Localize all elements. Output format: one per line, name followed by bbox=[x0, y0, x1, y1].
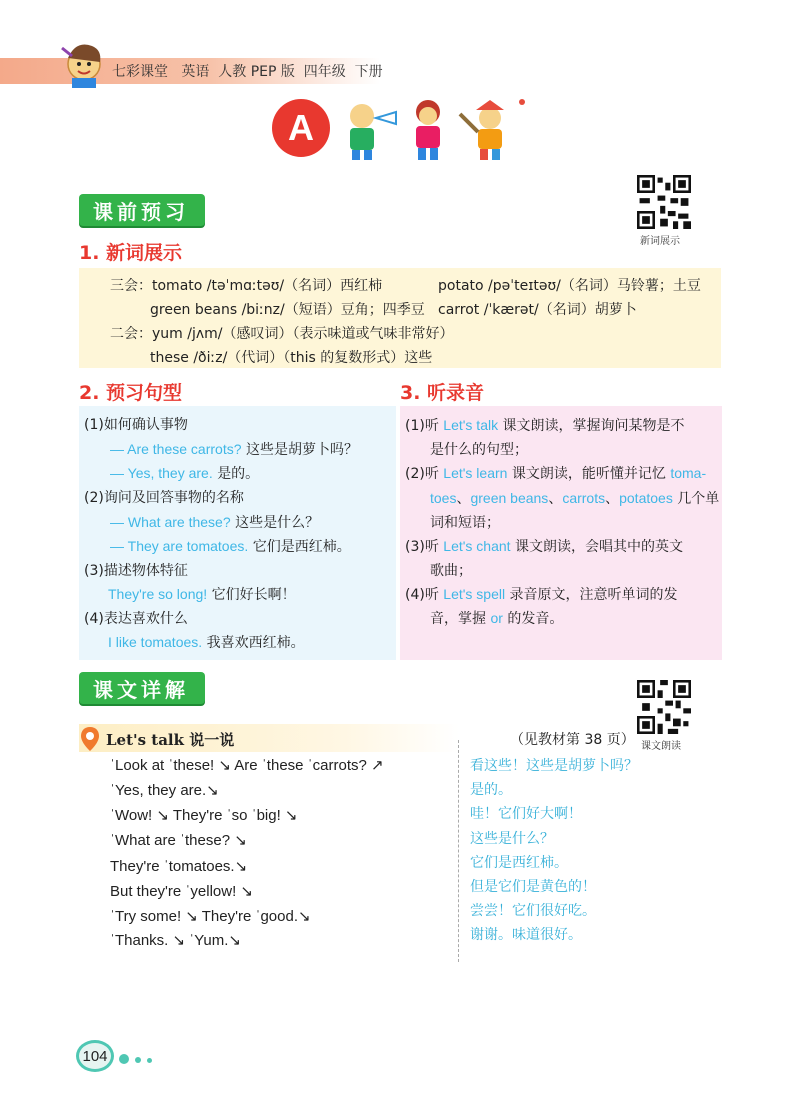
dialogue-english-line: ˈThanks. ↘ ˈYum.↘ bbox=[110, 932, 242, 949]
textbook-page-ref: （见教材第 38 页） bbox=[510, 732, 635, 748]
sentence-example bbox=[110, 512, 319, 532]
page-dot bbox=[147, 1058, 152, 1063]
sentence-label: (3)描述物体特征 bbox=[84, 563, 188, 579]
sentence-chinese: 是的。 bbox=[217, 466, 260, 482]
page-dot bbox=[119, 1054, 129, 1064]
header-title: 七彩课堂 英语 人教 PEP 版 四年级 下册 bbox=[112, 64, 383, 80]
vocab-line: these /ðiːz/（代词）（this 的复数形式）这些 bbox=[150, 350, 433, 366]
listen-line: 是什么的句型； bbox=[430, 442, 528, 458]
section-tag-preview: 课前预习 bbox=[79, 194, 205, 226]
sentence-chinese: 这些是胡萝卜吗？ bbox=[245, 442, 358, 458]
qr-caption-text-reading: 课文朗读 bbox=[641, 741, 681, 752]
listen-line: toes、green beans、carrots、potatoes 几个单 bbox=[430, 490, 720, 507]
dialogue-chinese-line: 但是它们是黄色的！ bbox=[470, 879, 596, 895]
sentences-heading: 2. 预习句型 bbox=[79, 382, 183, 404]
vocab-line: 三会：tomato /təˈmɑːtəʊ/（名词）西红柿 bbox=[110, 278, 383, 294]
sentence-chinese: 我喜欢西红柿。 bbox=[206, 635, 305, 651]
qr-code-icon[interactable] bbox=[637, 175, 691, 229]
sentence-english: — What are these? bbox=[110, 514, 231, 530]
dialogue-english-line: ˈLook at ˈthese! ↘ Are ˈthese ˈcarrots? ↗ bbox=[110, 757, 384, 774]
listen-line: 歌曲； bbox=[430, 563, 472, 579]
listen-line: (1)听 Let's talk 课文朗读，掌握询问某物是不 bbox=[405, 417, 685, 434]
sentence-label: (4)表达喜欢什么 bbox=[84, 611, 188, 627]
mascot-icon bbox=[58, 38, 106, 88]
page-number: 104 bbox=[76, 1040, 114, 1072]
sentence-label: (1)如何确认事物 bbox=[84, 417, 188, 433]
page-dot bbox=[135, 1057, 141, 1063]
column-divider bbox=[458, 740, 459, 962]
dialogue-chinese-line: 尝尝！它们很好吃。 bbox=[470, 903, 596, 919]
qr-caption-new-words: 新词展示 bbox=[640, 236, 680, 247]
dialogue-english-line: They're ˈtomatoes.↘ bbox=[110, 858, 248, 875]
dialogue-english-line: ˈTry some! ↘ They're ˈgood.↘ bbox=[110, 908, 311, 925]
sentence-english: — They are tomatoes. bbox=[110, 538, 249, 554]
vocab-line: potato /pəˈteɪtəʊ/（名词）马铃薯；土豆 bbox=[438, 278, 701, 294]
dialogue-english-line: ˈYes, they are.↘ bbox=[110, 782, 219, 799]
vocab-line: carrot /ˈkærət/（名词）胡萝卜 bbox=[438, 302, 637, 318]
dialogue-chinese-line: 它们是西红柿。 bbox=[470, 855, 568, 871]
sentence-english: — Yes, they are. bbox=[110, 465, 213, 481]
listen-heading: 3. 听录音 bbox=[400, 382, 485, 404]
sentence-example bbox=[108, 584, 296, 604]
sentence-label: (2)询问及回答事物的名称 bbox=[84, 490, 244, 506]
listen-line: 音，掌握 or 的发音。 bbox=[430, 610, 564, 627]
dialogue-chinese-line: 是的。 bbox=[470, 782, 512, 798]
listen-line: (3)听 Let's chant 课文朗读，会唱其中的英文 bbox=[405, 538, 684, 555]
dialogue-chinese-line: 看这些！这些是胡萝卜吗？ bbox=[470, 758, 638, 774]
sentence-example bbox=[110, 536, 351, 556]
listen-line: (2)听 Let's learn 课文朗读，能听懂并记忆 toma- bbox=[405, 465, 707, 482]
unit-part-badge: A bbox=[272, 99, 330, 157]
vocab-heading: 1. 新词展示 bbox=[79, 242, 183, 264]
sentence-example bbox=[108, 632, 305, 652]
dialogue-chinese-line: 这些是什么？ bbox=[470, 831, 554, 847]
listen-line: 词和短语； bbox=[430, 515, 500, 531]
sentence-english: — Are these carrots? bbox=[110, 441, 242, 457]
sentence-chinese: 这些是什么？ bbox=[235, 515, 320, 531]
sentence-english: They're so long! bbox=[108, 586, 208, 602]
sentence-english: I like tomatoes. bbox=[108, 634, 203, 650]
dialogue-english-line: But they're ˈyellow! ↘ bbox=[110, 883, 253, 900]
dialogue-chinese-line: 哇！它们好大啊！ bbox=[470, 806, 582, 822]
listen-line: (4)听 Let's spell 录音原文，注意听单词的发 bbox=[405, 586, 678, 603]
location-pin-icon bbox=[80, 726, 100, 752]
dialogue-english-line: ˈWhat are ˈthese? ↘ bbox=[110, 832, 247, 849]
dialogue-chinese-line: 谢谢。味道很好。 bbox=[470, 927, 582, 943]
sentence-chinese: 它们好长啊！ bbox=[211, 587, 296, 603]
sentence-example bbox=[110, 463, 259, 483]
sentence-example bbox=[110, 439, 358, 459]
qr-code-icon[interactable] bbox=[637, 680, 691, 734]
section-tag-text-detail: 课文详解 bbox=[79, 672, 205, 704]
dialogue-english-line: ˈWow! ↘ They're ˈso ˈbig! ↘ bbox=[110, 807, 298, 824]
talk-title: Let's talk 说一说 bbox=[106, 731, 235, 749]
vocab-line: 二会：yum /jʌm/（感叹词）（表示味道或气味非常好） bbox=[110, 326, 454, 342]
kids-illustration-icon bbox=[340, 96, 530, 162]
sentence-chinese: 它们是西红柿。 bbox=[252, 539, 351, 555]
vocab-line: green beans /biːnz/（短语）豆角；四季豆 bbox=[150, 302, 425, 318]
